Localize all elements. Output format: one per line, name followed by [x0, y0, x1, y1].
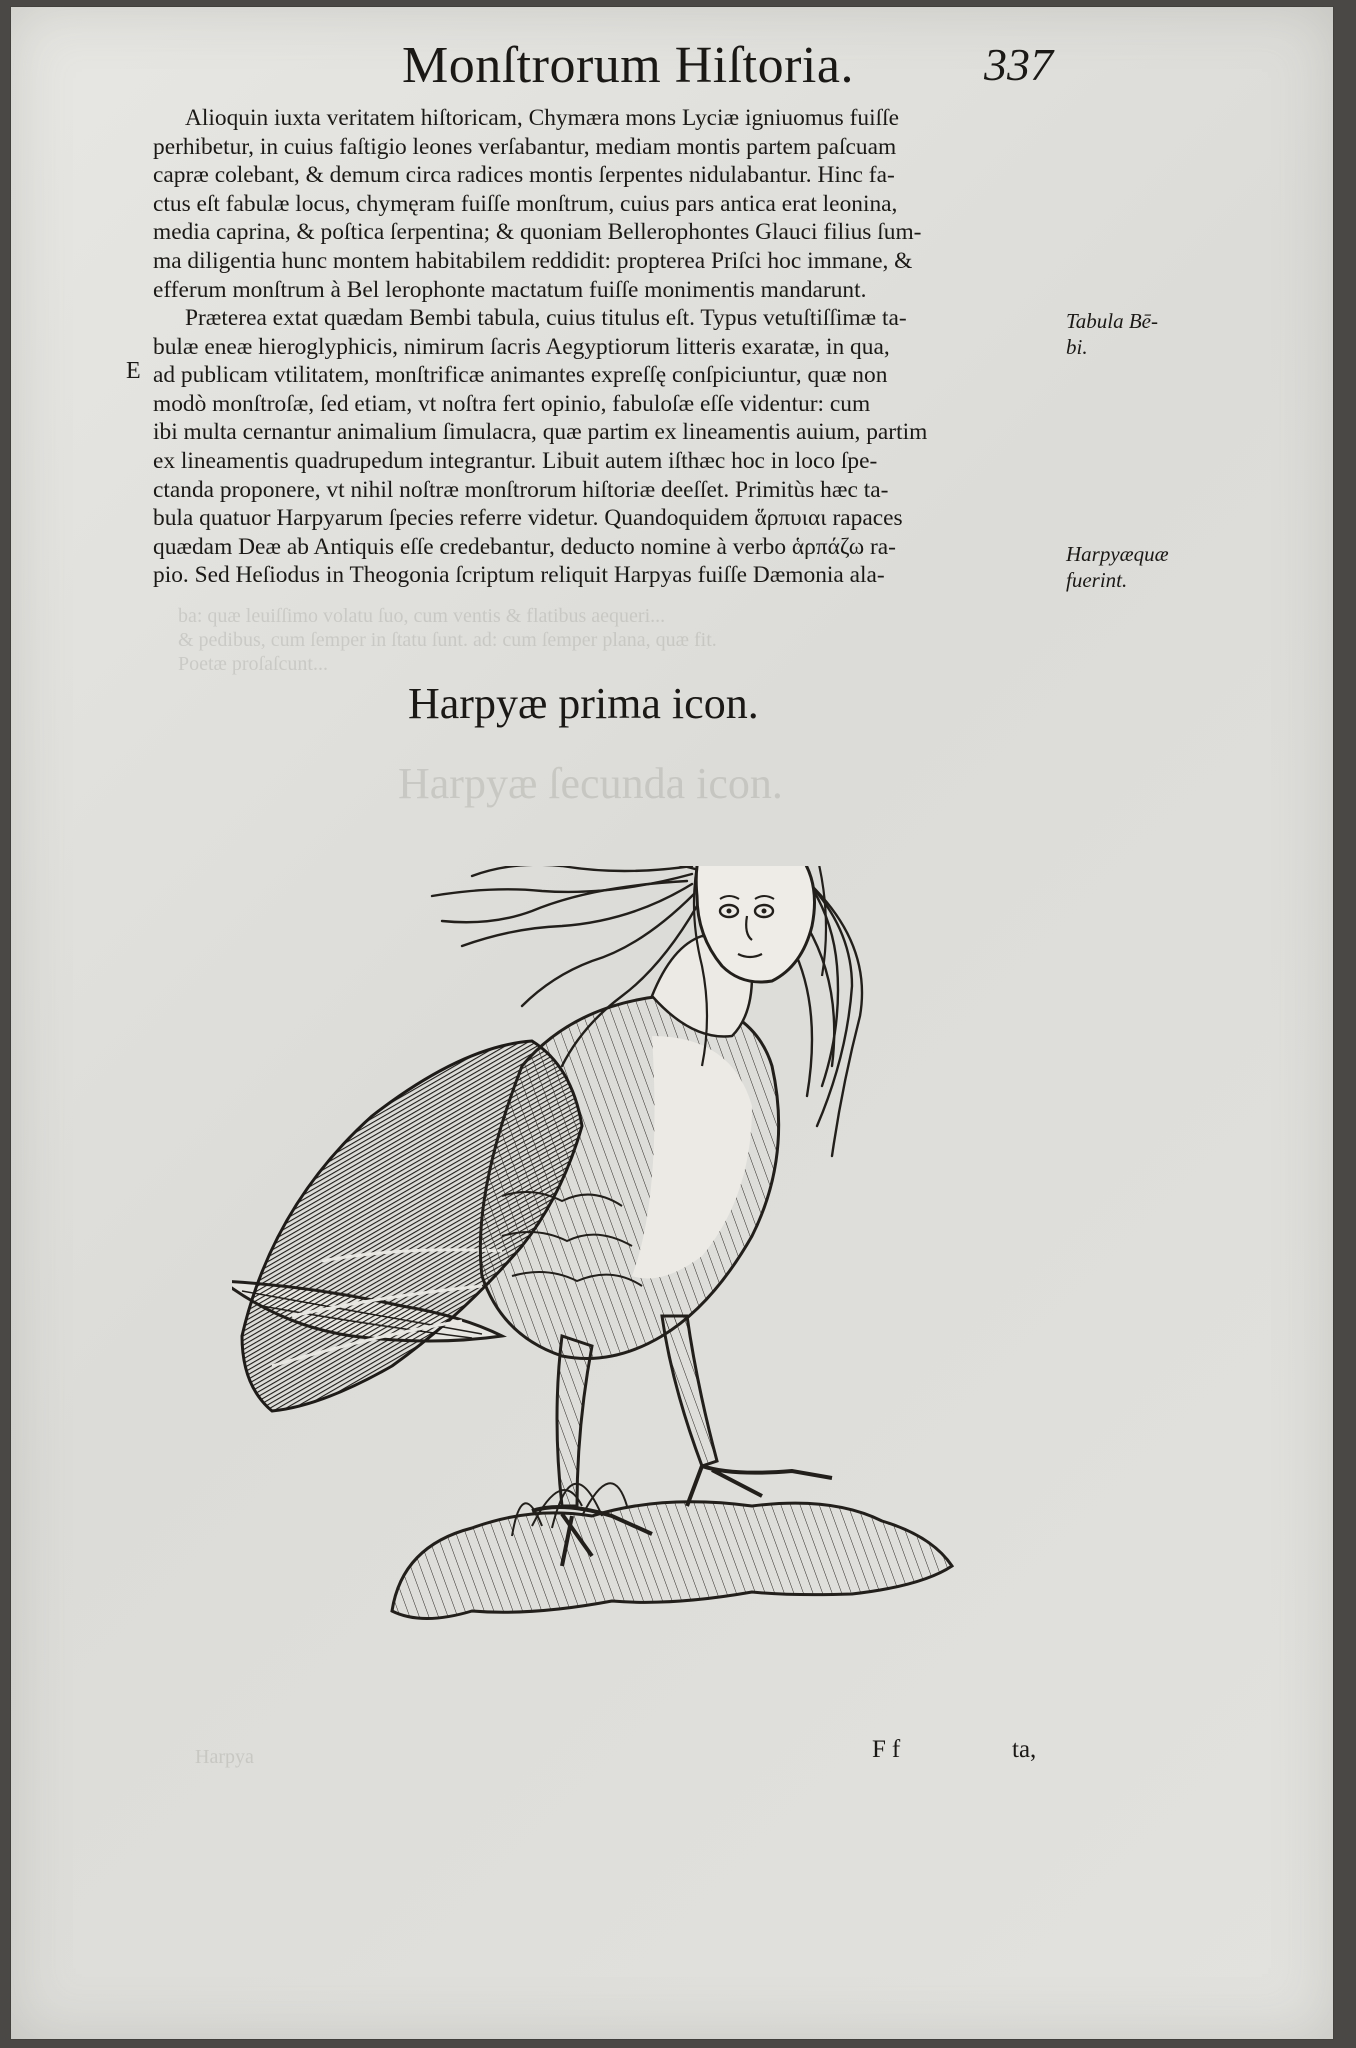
text-line: ibi multa cernantur animalium ſimulacra, quæ partim ex lineamentis auium, partim	[153, 419, 928, 446]
catchword: ta,	[1012, 1736, 1037, 1763]
text-line: ad publicam vtilitatem, monſtrificæ animantes expreſſę conſpiciuntur, quæ non	[153, 362, 888, 389]
text-line: capræ colebant, & demum circa radices montis ſerpentes nidulabantur. Hinc fa-	[153, 162, 895, 189]
harpy-woodcut-icon	[232, 866, 1072, 1646]
text-line: bulæ eneæ hieroglyphicis, nimirum ſacris Aegyptiorum litteris exaratæ, in qua,	[153, 333, 890, 360]
ground-mound	[392, 1502, 952, 1619]
text-line: ctanda proponere, vt nihil noſtræ monſtrorum hiſtoriæ deeſſet. Primitùs hæc ta-	[153, 476, 889, 503]
figure-caption: Harpyæ prima icon.	[408, 679, 759, 728]
section-letter-mark: E	[126, 358, 141, 384]
text-line: Alioquin iuxta veritatem hiſtoricam, Chymæra mons Lyciæ igniuomus fuiſſe	[185, 105, 899, 131]
margin-note-harpyae: Harpyæquæ fuerint.	[1066, 542, 1169, 592]
text-line: efferum monſtrum à Bel lerophonte mactatum fuiſſe monimentis mandarunt.	[153, 276, 867, 303]
paragraph-bembi-tabula	[153, 304, 1050, 590]
right-talons	[687, 1466, 832, 1506]
text-line: quædam Deæ ab Antiquis eſſe credebantur, deducto nomine à verbo ἁρπάζω ra-	[153, 533, 896, 560]
signature-mark: Ff	[872, 1736, 907, 1763]
page-number: 337	[984, 39, 1053, 90]
text-line: ex lineamentis quadrupedum integrantur. Libuit autem iſthæc hoc in loco ſpe-	[153, 447, 878, 474]
text-line: ma diligentia hunc montem habitabilem reddidit: propterea Priſci hoc immane, &	[153, 247, 913, 274]
paragraph-chimaera	[153, 104, 1050, 304]
book-page	[10, 6, 1334, 2040]
show-through-heading: Harpyæ ſecunda icon.	[398, 759, 783, 808]
text-line: Præterea extat quædam Bembi tabula, cuius titulus eſt. Typus vetuſtiſſimæ ta-	[185, 305, 907, 331]
right-leg	[662, 1316, 717, 1466]
text-line: ctus eſt fabulæ locus, chymęram fuiſſe monſtrum, cuius pars antica erat leonina,	[153, 190, 898, 217]
text-line: modò monſtroſæ, ſed etiam, vt noſtra fert opinio, fabuloſæ eſſe videntur: cum	[153, 390, 871, 417]
text-line: perhibetur, in cuius faſtigio leones verſabantur, mediam montis partem paſcuam	[153, 133, 897, 160]
margin-note-tabula-bembi: Tabula Bē- bi.	[1066, 309, 1158, 359]
show-through-footer: Harpya	[195, 1746, 254, 1768]
show-through-text: ba: quæ leuiſſimo volatu ſuo, cum ventis & flatibus aequeri... & pedibus, cum ſemper in ſtatu ſunt. ad: cum ſemper plana, quæ fit. Poetæ proſaſcunt...	[178, 605, 717, 675]
left-leg	[557, 1336, 592, 1506]
text-line: bula quatuor Harpyarum ſpecies referre videtur. Quandoquidem ἅρπυιαι rapaces	[153, 505, 903, 532]
text-line: pio. Sed Heſiodus in Theogonia ſcriptum reliquit Harpyas fuiſſe Dæmonia ala-	[153, 562, 885, 589]
page-header-title: Monſtrorum Hiſtoria.	[402, 37, 854, 94]
text-line: media caprina, & poſtica ſerpentina; & quoniam Bellerophontes Glauci filius ſum-	[153, 219, 922, 246]
